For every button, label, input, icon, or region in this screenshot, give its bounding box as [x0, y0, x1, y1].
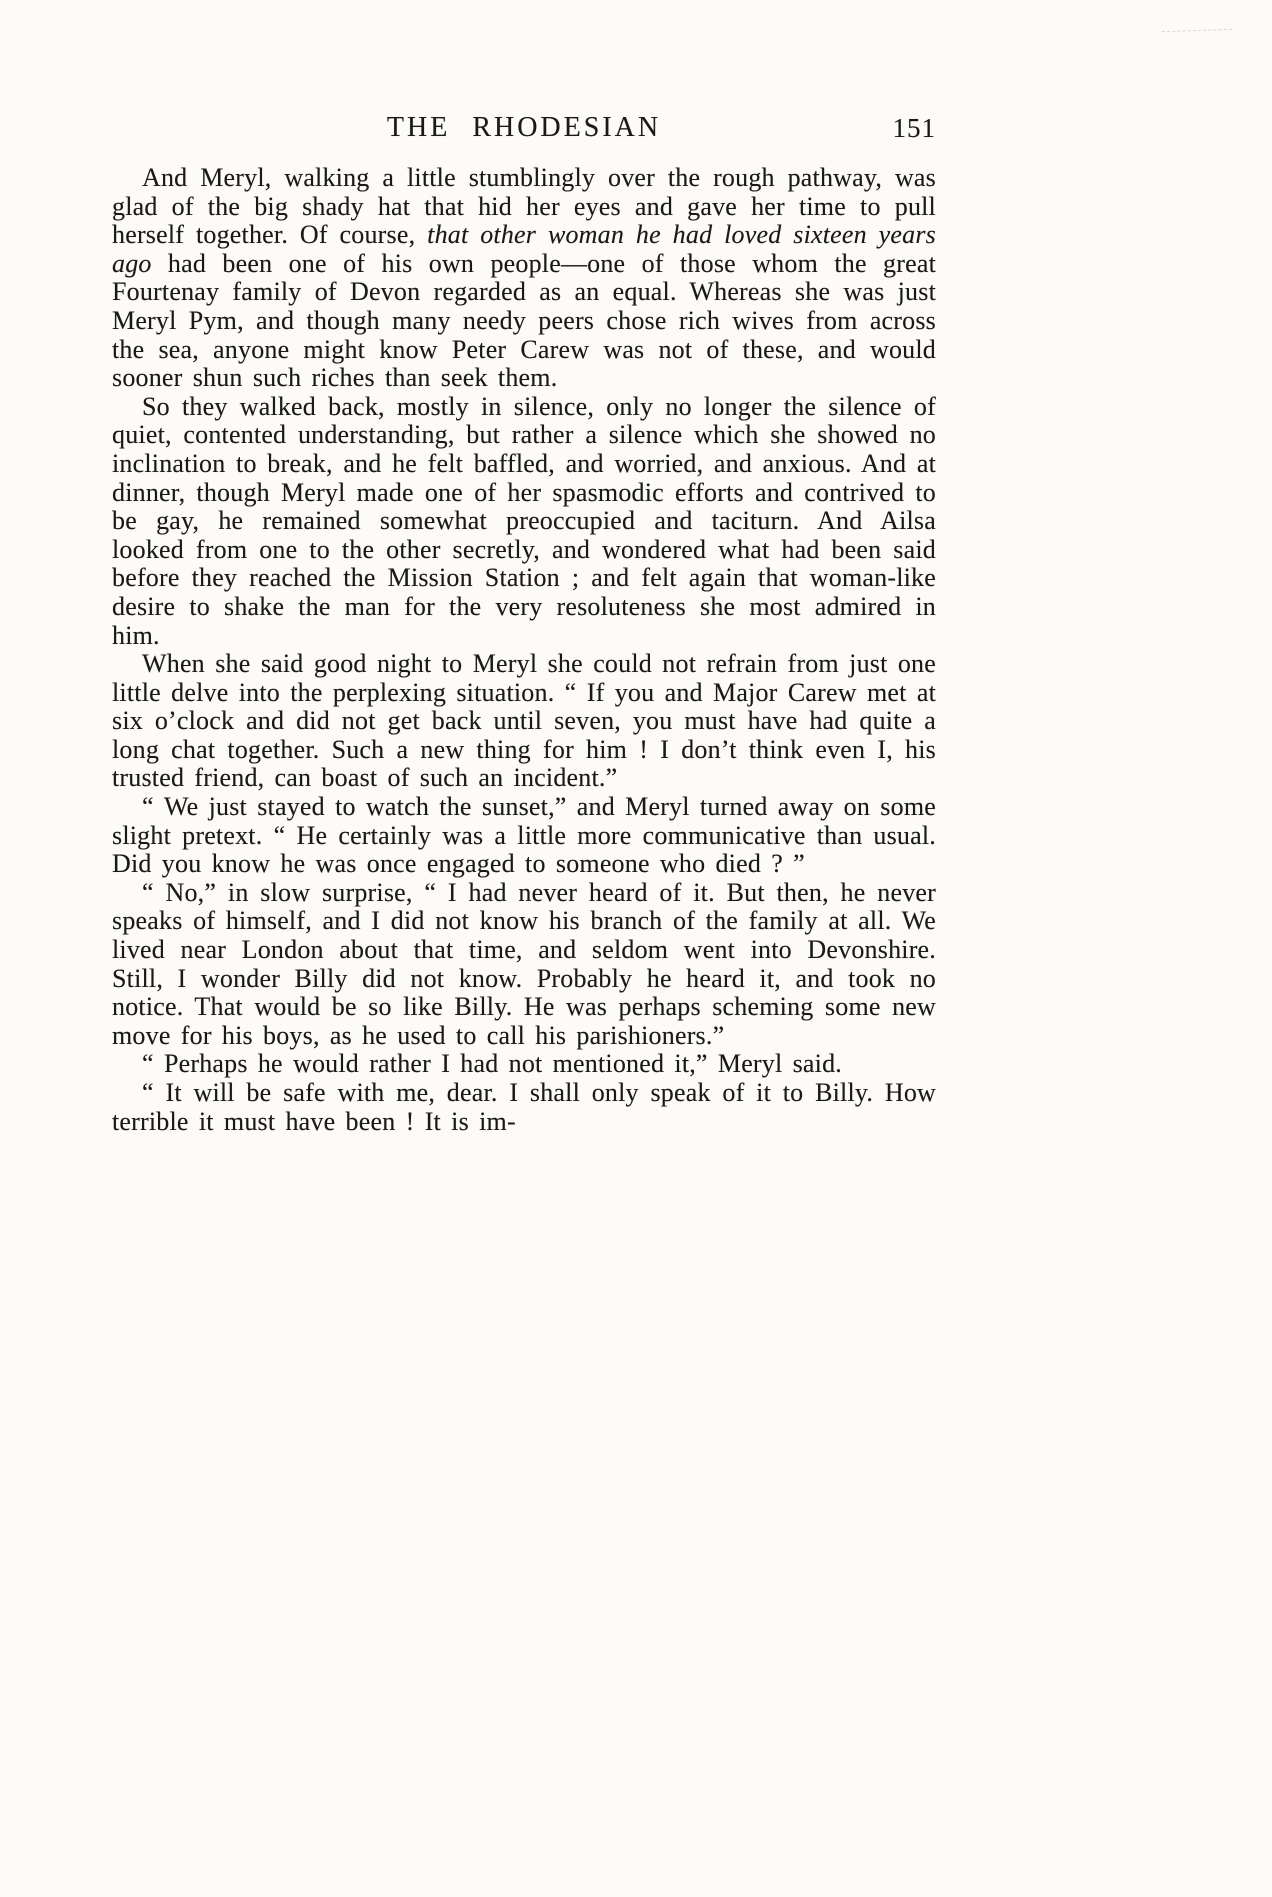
text-run: When she said good night to Meryl she could not refrain from just one little delve into the perplexing situation. “ If you and Major Carew met at six o’clock and did not get back until seven, you must have had quite a long chat together. Such a new thing for him ! I don’t think even I, his trusted friend, can boast of such an incident.”	[112, 649, 936, 793]
scan-artifact-mark	[1162, 29, 1232, 32]
text-run: had been one of his own people—one of those whom the great Fourtenay family of Devon regarded as an equal. Whereas she was just Meryl Pym, and though many needy peers chose rich wives from across the sea, anyone might know Peter Carew was not of these, and would sooner shun such riches than seek them.	[112, 248, 936, 393]
text-run: “ No,” in slow surprise, “ I had never heard of it. But then, he never speaks of himself, and I did not know his branch of the family at all. We lived near London about that time, and seldom went into Devonshire. Still, I wonder Billy did not know. Probably he heard it, and took no notice. That would be so like Billy. He was perhaps scheming some new move for his boys, as he used to call his parishioners.”	[112, 877, 936, 1050]
paragraph	[112, 650, 936, 793]
paragraph	[112, 164, 936, 393]
text-run: “ We just stayed to watch the sunset,” and Meryl turned away on some slight pretext. “ He certainly was a little more communicative than usual. Did you know he was once engaged to someone who died ? ”	[112, 792, 936, 879]
text-run: And Meryl, walking a little stumblingly over the rough pathway, was glad of the big shady hat that hid her eyes and gave her time to pull herself together. Of course,	[112, 163, 936, 250]
page-body	[112, 164, 936, 1136]
running-title: THE RHODESIAN	[386, 112, 662, 143]
paragraph	[112, 1050, 936, 1079]
paragraph	[112, 393, 936, 650]
text-run: “ Perhaps he would rather I had not mentioned it,” Meryl said.	[142, 1049, 842, 1079]
paragraph	[112, 793, 936, 879]
text-run: So they walked back, mostly in silence, only no longer the silence of quiet, contented understanding, but rather a silence which she showed no inclination to break, and he felt baffled, and worried, and anxious. And at dinner, though Meryl made one of her spasmodic efforts and contrived to be gay, he remained somewhat preoccupied and taciturn. And Ailsa looked from one to the other secretly, and wondered what had been said before they reached the Mission Station ; and felt again that woman-like desire to shake the man for the very resoluteness she most admired in him.	[112, 391, 936, 650]
paragraph	[112, 1079, 936, 1136]
paragraph	[112, 879, 936, 1051]
text-run: “ It will be safe with me, dear. I shall only speak of it to Billy. How terrible it must have been ! It is im-	[112, 1078, 936, 1136]
italic-text-run: that other woman he had loved sixteen years ago	[112, 220, 936, 278]
page-header	[112, 112, 936, 150]
page-number: 151	[892, 113, 936, 143]
page-content	[112, 112, 936, 1136]
